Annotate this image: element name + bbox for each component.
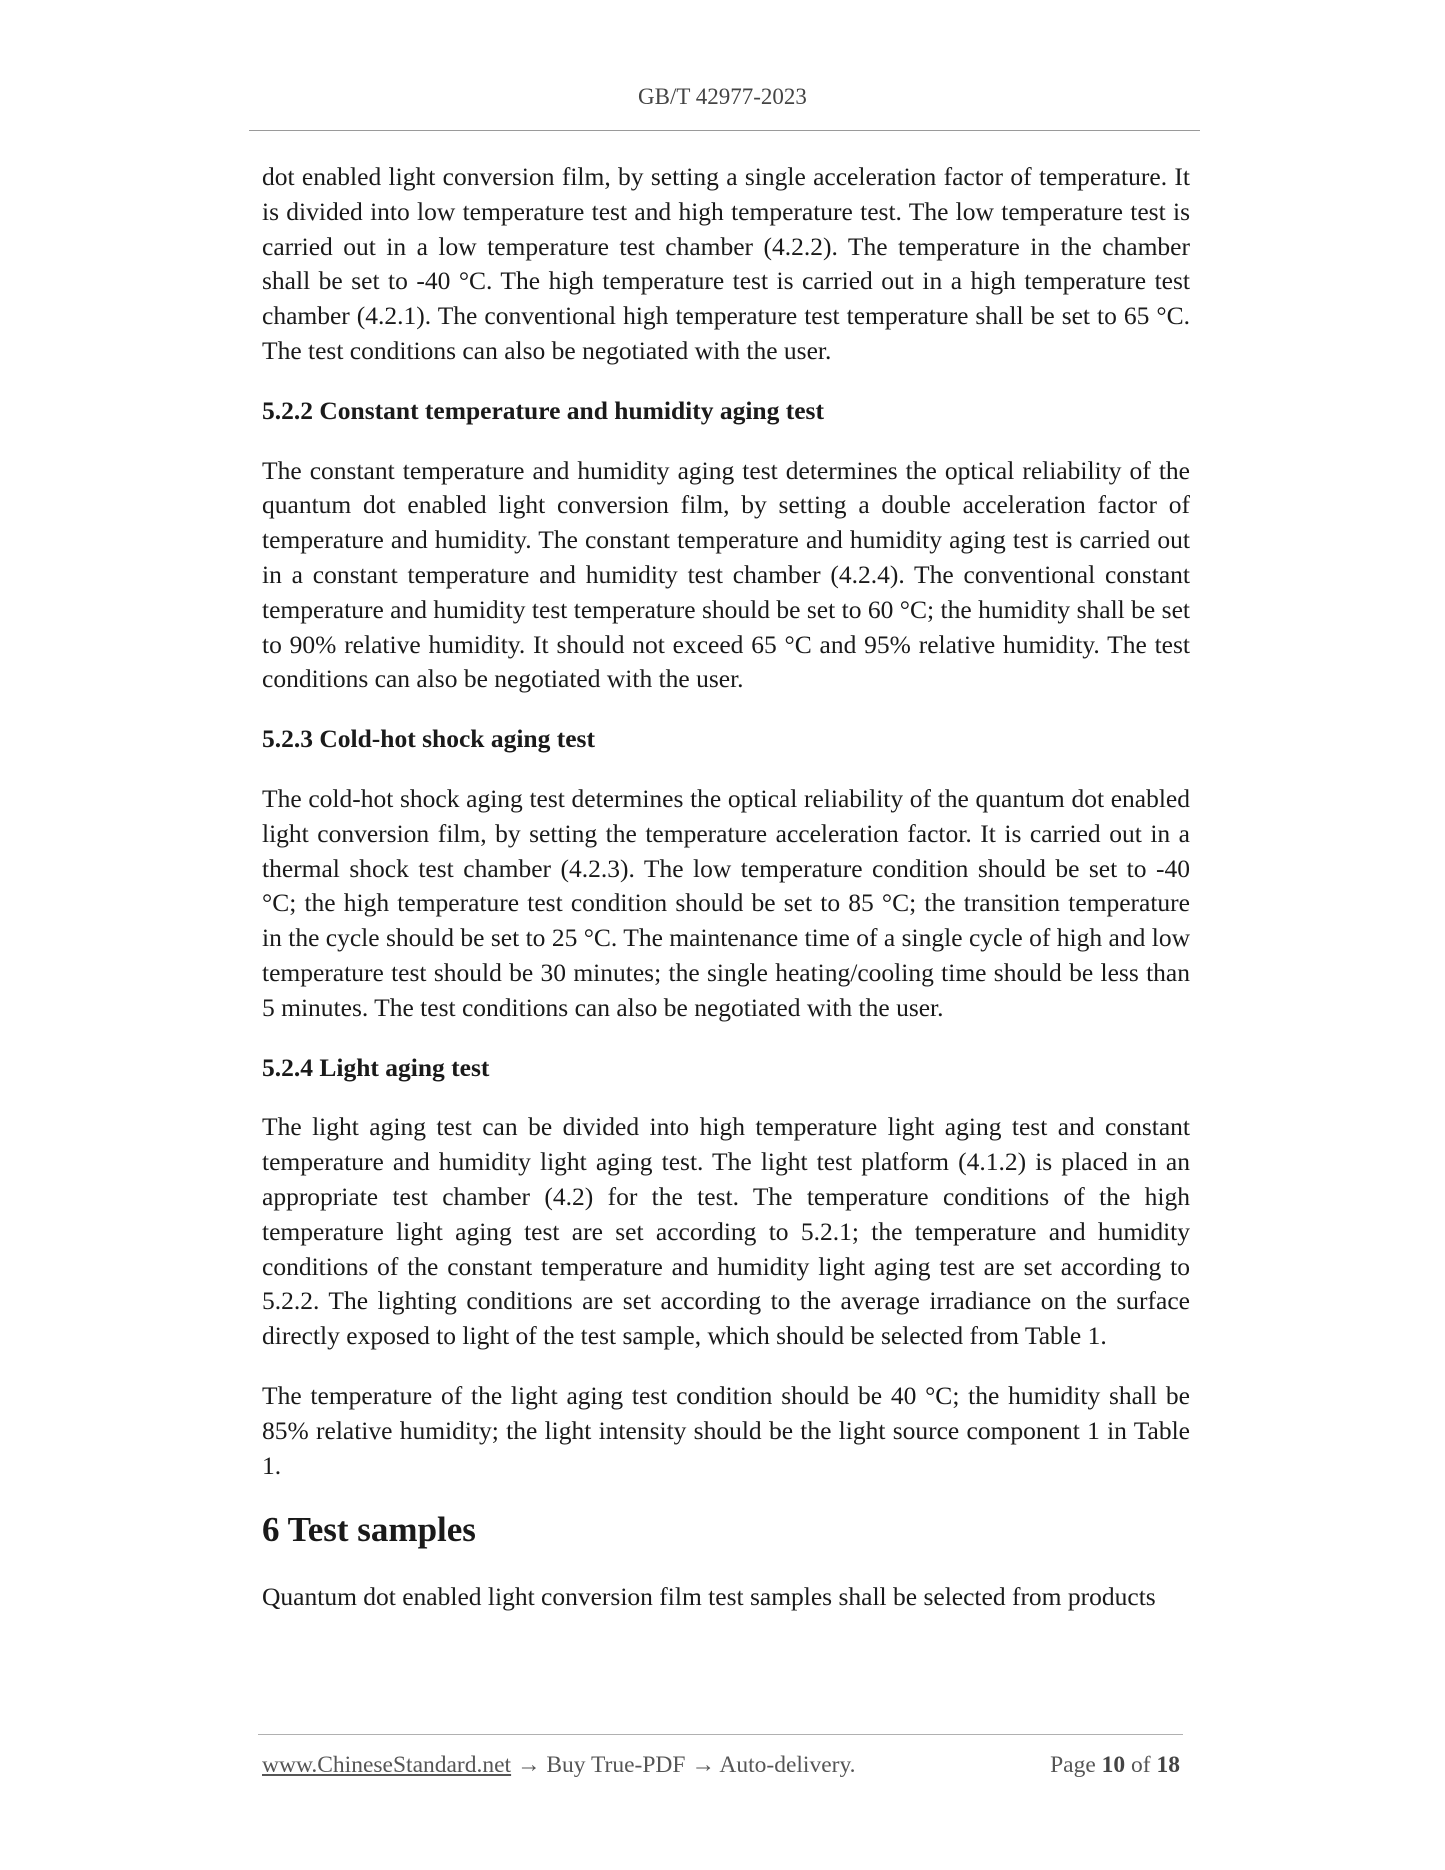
paragraph-intro: dot enabled light conversion film, by setting a single acceleration factor of temperature. It is divided into low temperature test and high temperature test. The low temperature test is carried out in a low temperature test chamber (4.2.2). The temperature in the chamber shall be set to -40 °C. The high temperature test is carried out in a high temperature test chamber (4.2.1). The conventional high temperature test temperature shall be set to 65 °C. The test conditions can also be negotiated with the user. [262, 162, 1190, 365]
document-body [262, 160, 1190, 1640]
total-pages-number: 18 [1156, 1752, 1180, 1778]
heading-5-2-4: 5.2.4 Light aging test [262, 1052, 490, 1082]
heading-5-2-3: 5.2.3 Cold-hot shock aging test [262, 724, 595, 754]
page-indicator [1050, 1752, 1180, 1779]
paragraph-section-6: Quantum dot enabled light conversion film test samples shall be selected from products [262, 1582, 1156, 1612]
of-label: of [1131, 1752, 1151, 1778]
footer-divider [258, 1734, 1183, 1735]
paragraph-5-2-4-a: The light aging test can be divided into high temperature light aging test and constant temperature and humidity light aging test. The light test platform (4.1.2) is placed in an appropriate test chamber (4.2) for the test. The temperature conditions of the high temperature light aging test are set according to 5.2.1; the temperature and humidity conditions of the constant temperature and humidity light aging test are set according to 5.2.2. The lighting conditions are set according to the average irradiance on the surface directly exposed to light of the test sample, which should be selected from Table 1. [262, 1112, 1190, 1351]
website-link[interactable]: www.ChineseStandard.net [262, 1752, 512, 1778]
footer-promo [262, 1752, 856, 1779]
header-divider [249, 130, 1200, 131]
heading-5-2-2: 5.2.2 Constant temperature and humidity aging test [262, 395, 824, 425]
footer-promo-text: → Buy True-PDF → Auto-delivery. [511, 1752, 856, 1778]
header-standard-code: GB/T 42977-2023 [638, 84, 807, 109]
heading-section-6: 6 Test samples [262, 1510, 476, 1550]
current-page-number: 10 [1101, 1752, 1126, 1778]
paragraph-5-2-4-b: The temperature of the light aging test condition should be 40 °C; the humidity shall be 85% relative humidity; the light intensity should be the light source component 1 in Table 1. [262, 1380, 1190, 1480]
paragraph-5-2-2: The constant temperature and humidity aging test determines the optical reliability of the quantum dot enabled light conversion film, by setting a double acceleration factor of temperature and humidity. The constant temperature and humidity aging test is carried out in a constant temperature and humidity test chamber (4.2.4). The conventional constant temperature and humidity test temperature should be set to 60 °C; the humidity shall be set to 90% relative humidity. It should not exceed 65 °C and 95% relative humidity. The test conditions can also be negotiated with the user. [262, 455, 1190, 694]
page-label: Page [1050, 1752, 1096, 1778]
paragraph-5-2-3: The cold-hot shock aging test determines the optical reliability of the quantum dot enabled light conversion film, by setting the temperature acceleration factor. It is carried out in a thermal shock test chamber (4.2.3). The low temperature condition should be set to -40 °C; the high temperature test condition should be set to 85 °C; the transition temperature in the cycle should be set to 25 °C. The maintenance time of a single cycle of high and low temperature test should be 30 minutes; the single heating/cooling time should be less than 5 minutes. The test conditions can also be negotiated with the user. [262, 783, 1190, 1022]
